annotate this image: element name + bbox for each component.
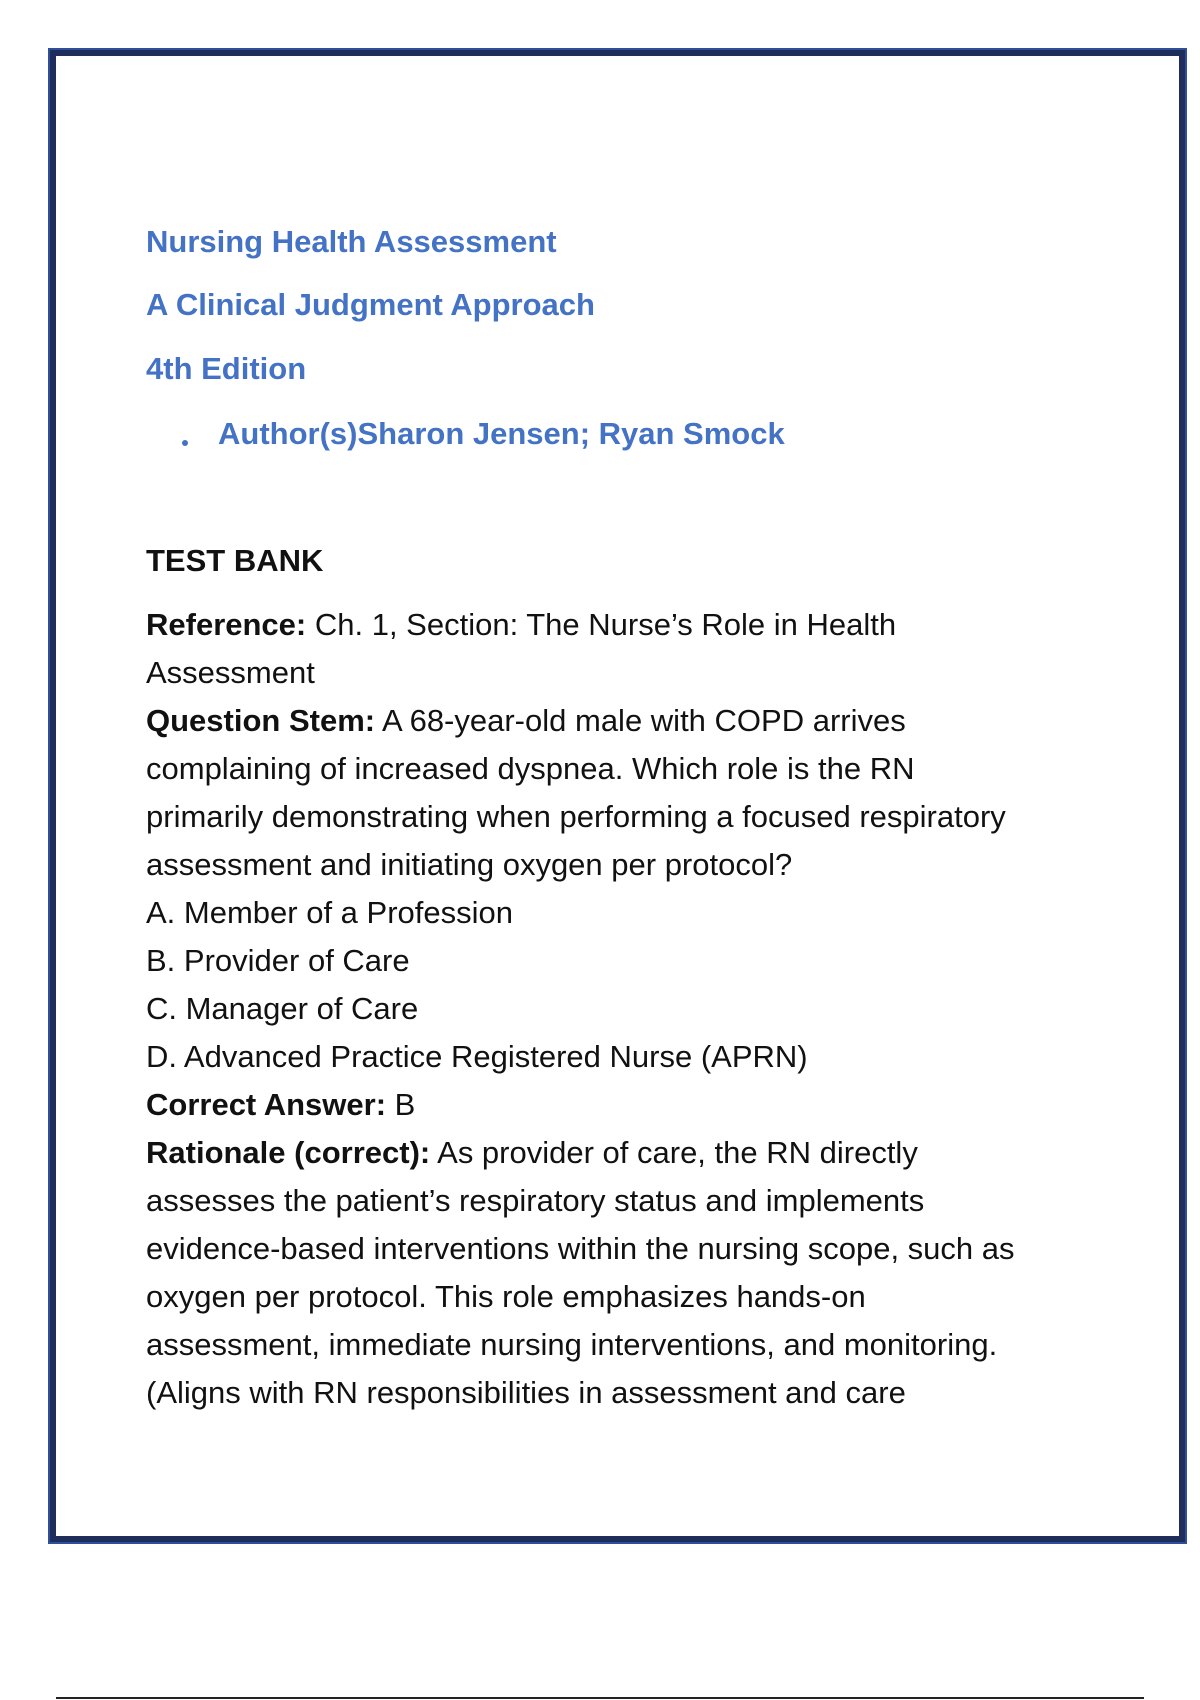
option-c: C. Manager of Care (146, 991, 419, 1026)
book-authors: Author(s)Sharon Jensen; Ryan Smock (218, 416, 785, 451)
answer-label: Correct Answer: (146, 1087, 387, 1122)
rationale-label: Rationale (correct): (146, 1135, 431, 1170)
bullet-icon (182, 440, 188, 446)
stem-label: Question Stem: (146, 703, 376, 738)
reference-text: Ch. 1, Section: The Nurse’s Role in Health (306, 607, 897, 642)
option-b: B. Provider of Care (146, 943, 410, 978)
option-a: A. Member of a Profession (146, 895, 513, 930)
stem-cont: primarily demonstrating when performing a focused respiratory (146, 799, 1006, 834)
stem-cont: complaining of increased dyspnea. Which role is the RN (146, 751, 915, 786)
test-bank-heading: TEST BANK (146, 543, 324, 578)
stem-line (146, 703, 906, 739)
rationale-cont: assesses the patient’s respiratory status and implements (146, 1183, 925, 1218)
rationale-cont: oxygen per protocol. This role emphasizes hands-on (146, 1279, 866, 1314)
book-title: Nursing Health Assessment (146, 224, 557, 259)
stem-text: A 68-year-old male with COPD arrives (375, 703, 906, 738)
book-subtitle: A Clinical Judgment Approach (146, 287, 595, 322)
reference-label: Reference: (146, 607, 307, 642)
book-edition: 4th Edition (146, 351, 307, 386)
reference-line (146, 607, 896, 643)
stem-cont: assessment and initiating oxygen per protocol? (146, 847, 793, 882)
rationale-cont: evidence-based interventions within the nursing scope, such as (146, 1231, 1015, 1266)
rationale-line (146, 1135, 918, 1171)
answer-line (146, 1087, 415, 1123)
rationale-cont: (Aligns with RN responsibilities in assessment and care (146, 1375, 906, 1410)
rationale-text: As provider of care, the RN directly (430, 1135, 918, 1170)
reference-cont: Assessment (146, 655, 315, 690)
page-border (49, 49, 1186, 1543)
option-d: D. Advanced Practice Registered Nurse (APRN) (146, 1039, 808, 1074)
footer-divider (56, 1697, 1144, 1699)
answer-value: B (386, 1087, 416, 1122)
rationale-cont: assessment, immediate nursing interventions, and monitoring. (146, 1327, 998, 1362)
